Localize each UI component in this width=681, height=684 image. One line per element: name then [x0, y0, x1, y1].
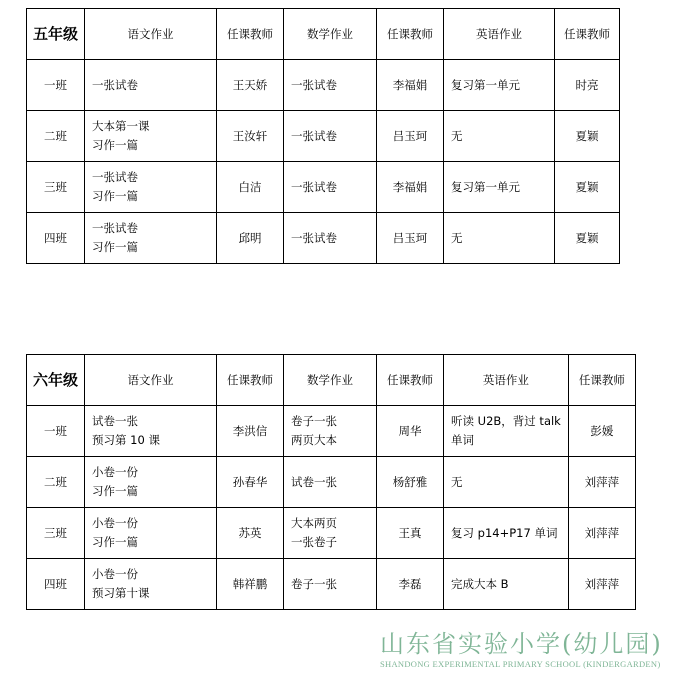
math-homework	[284, 60, 377, 111]
chinese-homework-line: 一张试卷	[92, 77, 138, 92]
chinese-teacher: 王汝轩	[217, 111, 284, 162]
grade6-homework-table	[26, 354, 636, 610]
math-homework	[284, 111, 377, 162]
english-teacher: 刘萍萍	[568, 508, 635, 559]
chinese-homework-line: 一张试卷	[92, 170, 138, 184]
table-row	[27, 60, 620, 111]
chinese-homework-line: 小卷一份	[92, 567, 138, 581]
grade6-rows	[27, 355, 636, 610]
chinese-teacher: 邱明	[217, 213, 284, 264]
english-teacher: 刘萍萍	[568, 457, 635, 508]
english-homework-line: 完成大本 B	[451, 576, 509, 591]
english-homework	[444, 111, 555, 162]
math-homework-line: 卷子一张	[291, 414, 337, 428]
english-homework	[444, 60, 555, 111]
school-logo	[380, 630, 672, 670]
class-name: 四班	[27, 559, 85, 610]
table-row	[27, 508, 636, 559]
chinese-homework	[85, 213, 217, 264]
english-teacher: 夏颖	[555, 162, 620, 213]
chinese-homework-line: 小卷一份	[92, 465, 138, 479]
school-name-cn: 山东省实验小学(幼儿园)	[380, 630, 663, 658]
english-teacher: 刘萍萍	[568, 559, 635, 610]
chinese-homework-line: 预习第十课	[92, 586, 150, 600]
math-homework	[284, 162, 377, 213]
english-teacher: 时亮	[555, 60, 620, 111]
chinese-homework-line: 习作一篇	[92, 484, 138, 498]
header-row	[27, 355, 636, 406]
math-teacher: 李磊	[377, 559, 444, 610]
column-header: 数学作业	[284, 9, 377, 60]
chinese-teacher: 孙春华	[217, 457, 284, 508]
column-header: 任课教师	[377, 9, 444, 60]
chinese-teacher: 韩祥鹏	[217, 559, 284, 610]
math-homework-line: 大本两页	[291, 516, 337, 530]
math-homework-line: 一张卷子	[291, 535, 337, 549]
chinese-homework	[85, 559, 217, 610]
column-header: 任课教师	[217, 355, 284, 406]
english-homework-line: 听读 U2B，背过 talk	[451, 414, 561, 428]
english-homework-line: 单词	[451, 433, 474, 447]
math-homework-line: 一张试卷	[291, 179, 337, 194]
column-header: 任课教师	[555, 9, 620, 60]
english-homework	[444, 457, 569, 508]
grade5-rows	[27, 9, 620, 264]
chinese-teacher: 苏英	[217, 508, 284, 559]
english-homework-line: 无	[451, 474, 463, 489]
table-row	[27, 213, 620, 264]
table-row	[27, 457, 636, 508]
chinese-homework	[85, 60, 217, 111]
english-teacher: 夏颖	[555, 111, 620, 162]
math-homework	[284, 508, 377, 559]
english-homework	[444, 162, 555, 213]
column-header: 任课教师	[568, 355, 635, 406]
math-teacher: 吕玉珂	[377, 111, 444, 162]
table-row	[27, 406, 636, 457]
math-homework	[284, 406, 377, 457]
table-row	[27, 559, 636, 610]
english-homework-line: 复习 p14+P17 单词	[451, 525, 558, 540]
chinese-homework	[85, 111, 217, 162]
school-name-en: SHANDONG EXPERIMENTAL PRIMARY SCHOOL (KINDERGARDEN)	[380, 659, 661, 669]
math-homework-line: 两页大本	[291, 433, 337, 447]
class-name: 四班	[27, 213, 85, 264]
chinese-homework-line: 习作一篇	[92, 535, 138, 549]
header-row	[27, 9, 620, 60]
english-homework	[444, 213, 555, 264]
chinese-homework-line: 习作一篇	[92, 189, 138, 203]
column-header: 语文作业	[85, 355, 217, 406]
column-header: 任课教师	[377, 355, 444, 406]
chinese-teacher: 王天娇	[217, 60, 284, 111]
grade5-homework-table	[26, 8, 620, 264]
math-teacher: 李福娟	[377, 60, 444, 111]
english-teacher: 彭媛	[568, 406, 635, 457]
column-header: 数学作业	[284, 355, 377, 406]
class-name: 二班	[27, 111, 85, 162]
grade-label: 五年级	[27, 9, 85, 60]
column-header: 英语作业	[444, 9, 555, 60]
chinese-homework-line: 试卷一张	[92, 414, 138, 428]
chinese-homework-line: 习作一篇	[92, 240, 138, 254]
math-homework-line: 一张试卷	[291, 77, 337, 92]
table-row	[27, 111, 620, 162]
class-name: 一班	[27, 60, 85, 111]
chinese-homework	[85, 406, 217, 457]
english-homework	[444, 508, 569, 559]
math-homework	[284, 559, 377, 610]
math-teacher: 李福娟	[377, 162, 444, 213]
math-homework-line: 一张试卷	[291, 128, 337, 143]
math-teacher: 王真	[377, 508, 444, 559]
english-homework-line: 复习第一单元	[451, 179, 520, 194]
english-homework-line: 无	[451, 128, 463, 143]
math-homework-line: 试卷一张	[291, 474, 337, 489]
chinese-homework-line: 习作一篇	[92, 138, 138, 152]
math-homework	[284, 457, 377, 508]
math-homework	[284, 213, 377, 264]
class-name: 三班	[27, 162, 85, 213]
math-teacher: 吕玉珂	[377, 213, 444, 264]
math-teacher: 杨舒雅	[377, 457, 444, 508]
class-name: 二班	[27, 457, 85, 508]
chinese-homework-line: 一张试卷	[92, 221, 138, 235]
chinese-homework-line: 小卷一份	[92, 516, 138, 530]
math-homework-line: 卷子一张	[291, 576, 337, 591]
math-teacher: 周华	[377, 406, 444, 457]
chinese-homework-line: 大本第一课	[92, 119, 150, 133]
english-homework	[444, 559, 569, 610]
grade-label: 六年级	[27, 355, 85, 406]
column-header: 任课教师	[217, 9, 284, 60]
english-homework-line: 无	[451, 230, 463, 245]
table-row	[27, 162, 620, 213]
chinese-teacher: 李洪信	[217, 406, 284, 457]
chinese-homework-line: 预习第 10 课	[92, 433, 160, 447]
english-teacher: 夏颖	[555, 213, 620, 264]
class-name: 一班	[27, 406, 85, 457]
class-name: 三班	[27, 508, 85, 559]
column-header: 语文作业	[85, 9, 217, 60]
column-header: 英语作业	[444, 355, 569, 406]
english-homework	[444, 406, 569, 457]
chinese-homework	[85, 162, 217, 213]
chinese-teacher: 白洁	[217, 162, 284, 213]
english-homework-line: 复习第一单元	[451, 77, 520, 92]
chinese-homework	[85, 508, 217, 559]
math-homework-line: 一张试卷	[291, 230, 337, 245]
chinese-homework	[85, 457, 217, 508]
